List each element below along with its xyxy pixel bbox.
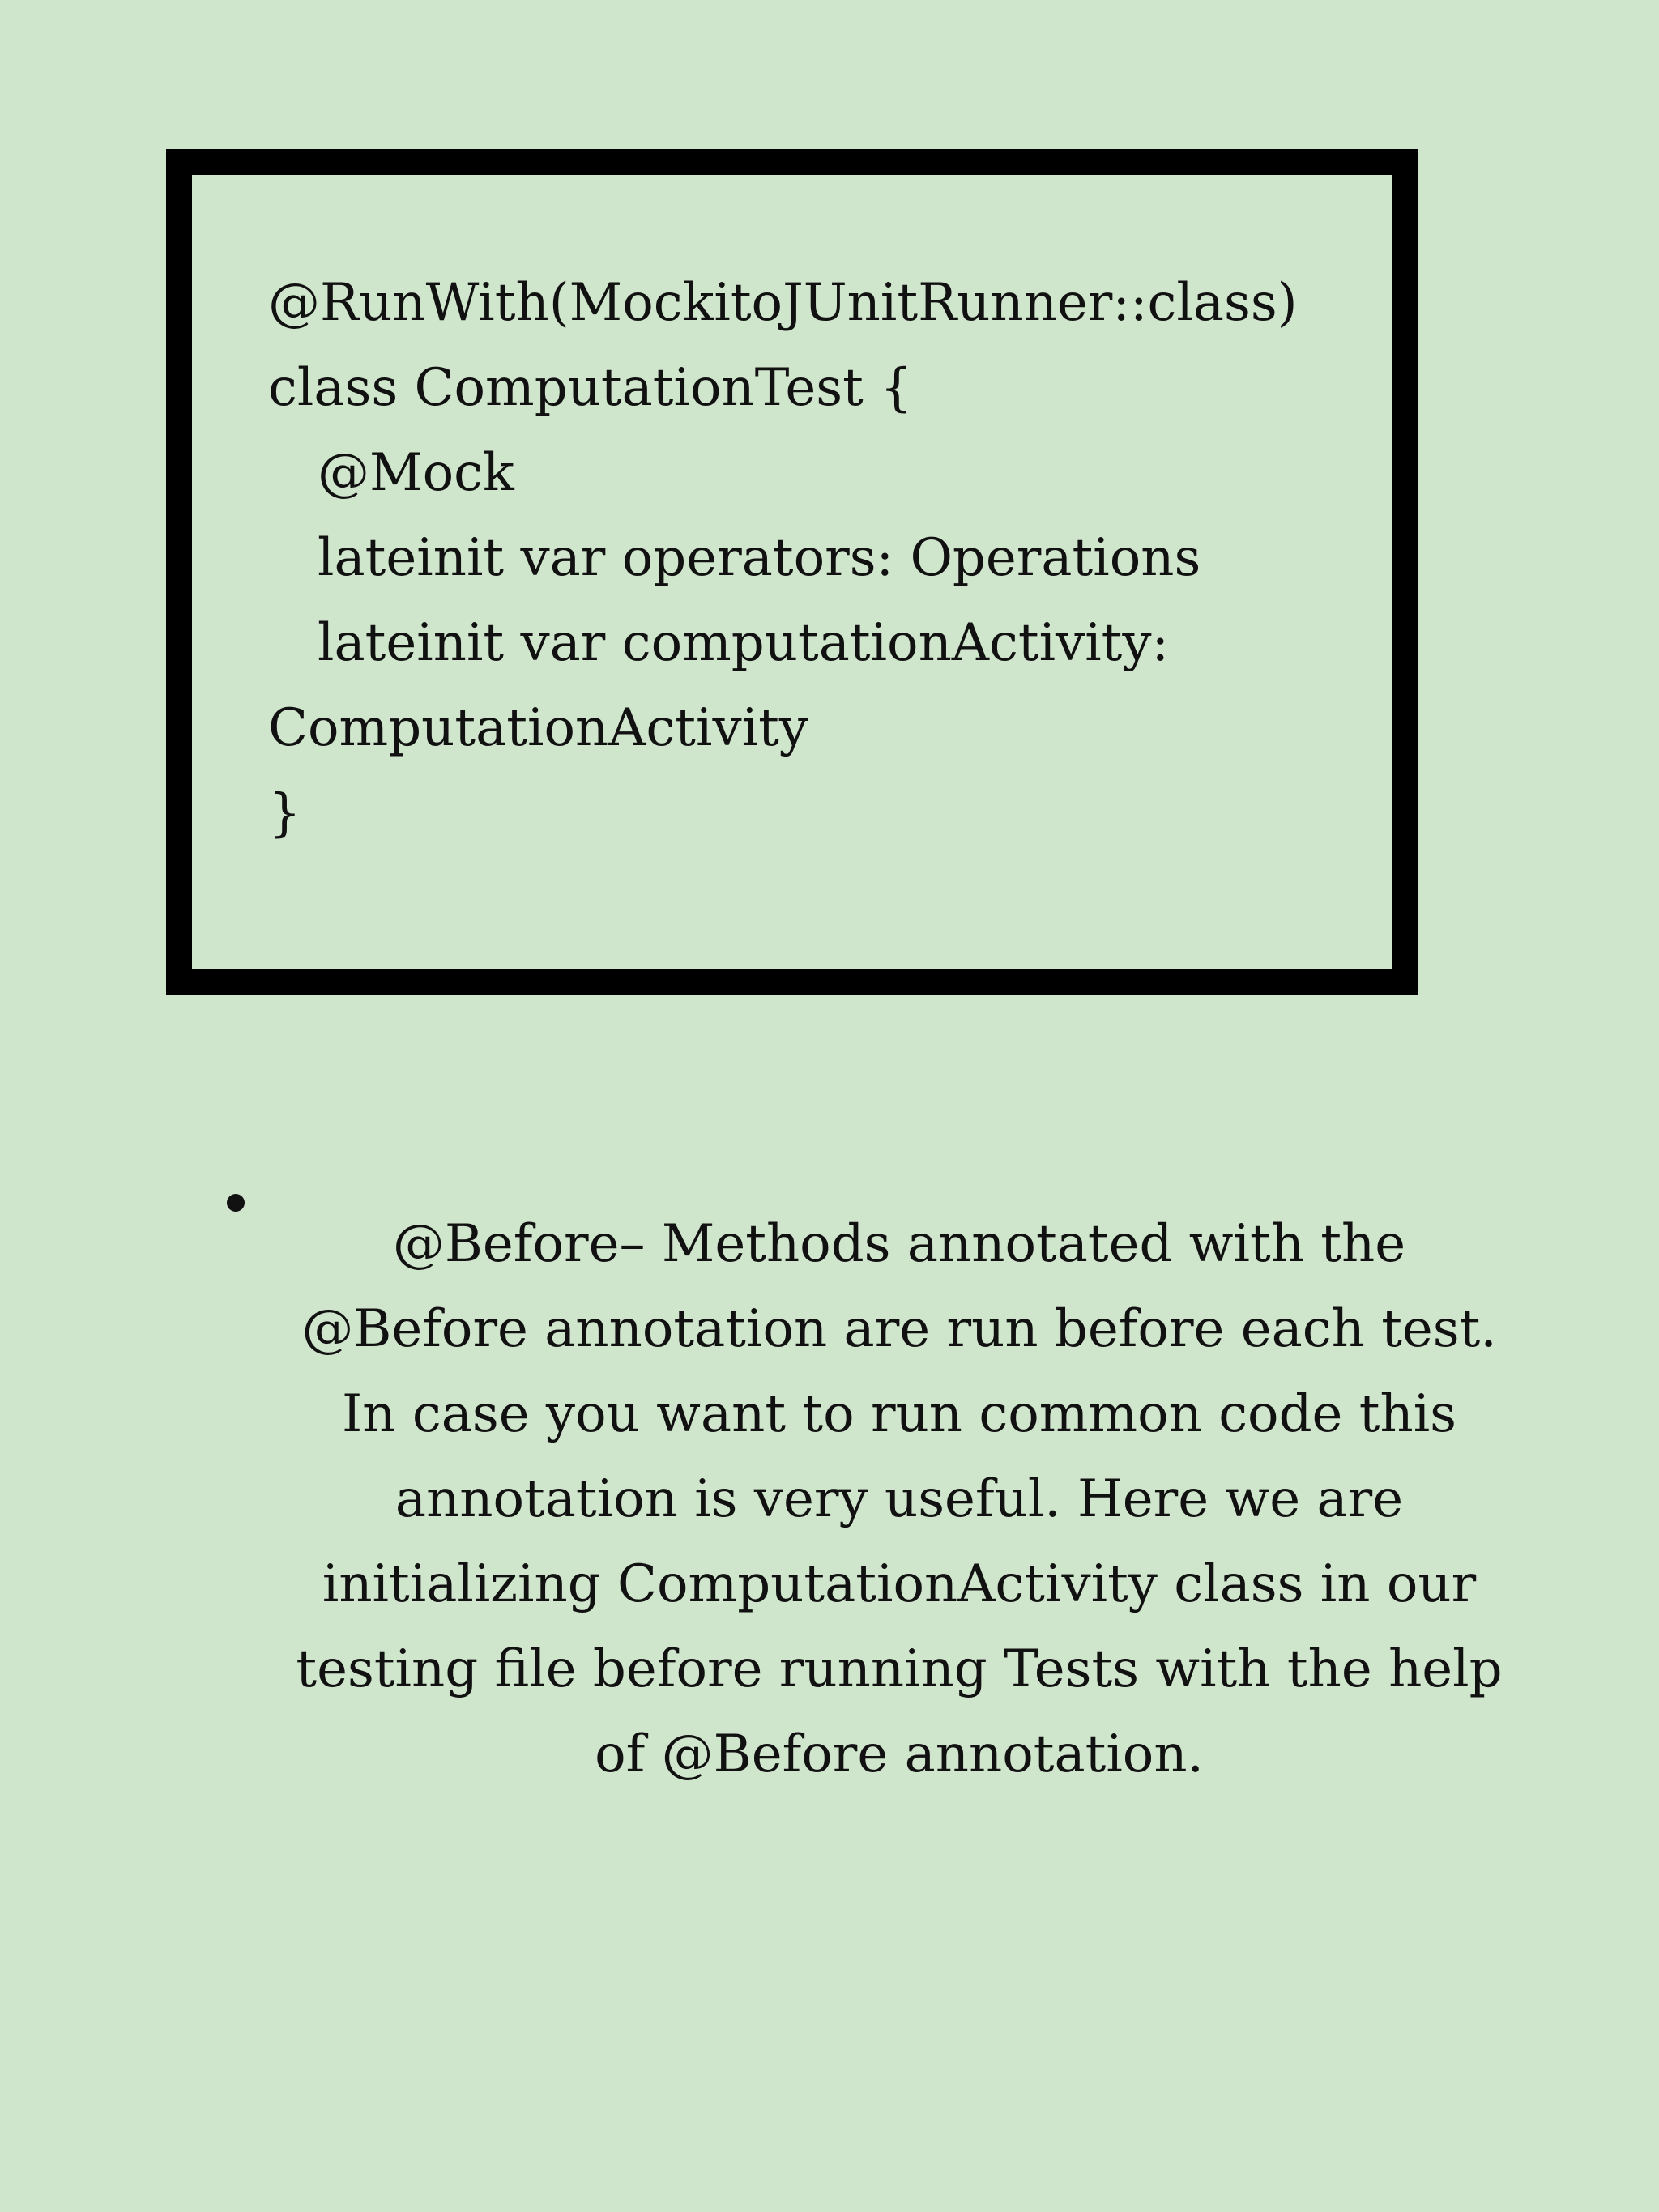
- code-line: @Mock: [268, 443, 514, 503]
- code-line: lateinit var computationActivity:: [268, 613, 1170, 673]
- code-snippet-frame: [166, 149, 1418, 995]
- code-line: class ComputationTest {: [268, 358, 913, 418]
- bullet-dot-icon: [227, 1194, 245, 1212]
- bullet-paragraph: @Before– Methods annotated with the @Before annotation are run before each test. In case you want to run common code this annotation is very useful. Here we are initializing ComputationActivity class in our testing file before running Tests with the help of @Before annotation.: [296, 1214, 1503, 1784]
- code-line: lateinit var operators: Operations: [268, 528, 1201, 588]
- code-snippet: [268, 261, 1343, 856]
- code-line: }: [268, 783, 301, 843]
- code-line: ComputationActivity: [268, 698, 808, 758]
- code-line: @RunWith(MockitoJUnitRunner::class): [268, 273, 1298, 333]
